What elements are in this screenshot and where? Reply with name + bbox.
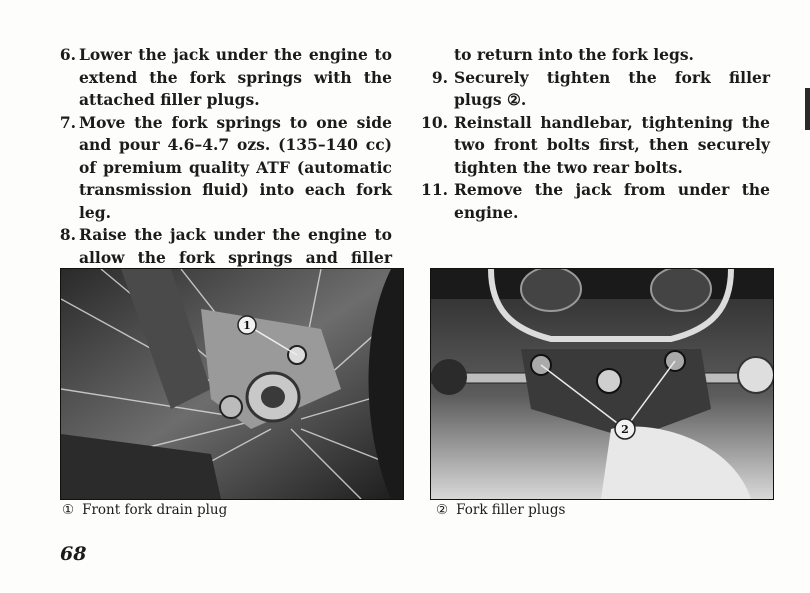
step-text: Securely tighten the fork filler plugs ②. [454, 67, 770, 109]
callout-marker: ② [436, 502, 449, 518]
step-6 [52, 44, 392, 112]
fork-filler-illustration [431, 269, 773, 499]
step-text: Lower the jack under the engine to extend the fork springs with the attached filler plugs. [79, 45, 392, 109]
step-number: 10. [421, 112, 448, 132]
left-text-column [52, 44, 392, 292]
caption-front-fork-drain-plug [62, 502, 227, 518]
step-text: Raise the jack under the engine to allow the fork springs and filler [79, 225, 392, 267]
step-number: 11. [421, 180, 448, 199]
callout-2: 2 [621, 423, 629, 436]
front-fork-illustration [61, 269, 403, 499]
callout-marker: ① [62, 502, 75, 518]
step-number: 7. [59, 112, 76, 132]
step-7 [52, 112, 392, 225]
step-number: 8. [59, 225, 76, 244]
step-11 [418, 179, 770, 224]
caption-fork-filler-plugs [436, 502, 565, 518]
caption-text: Fork filler plugs [456, 502, 566, 518]
fork-filler-photo [430, 268, 774, 500]
continuation-text: to return into the fork legs. [454, 45, 694, 64]
step-8-continuation [418, 44, 770, 67]
caption-text: Front fork drain plug [82, 502, 228, 518]
step-number: 6. [59, 45, 76, 64]
step-text: Move the fork springs to one side and pour 4.6–4.7 ozs. (135–140 cc) of premium quality ATF (automatic transmission fluid) into each fork leg. [79, 112, 392, 222]
callout-1: 1 [243, 319, 251, 332]
page-number: 68 [60, 543, 87, 565]
step-text: Reinstall handlebar, tightening the two front bolts first, then securely tighten the two rear bolts. [454, 112, 770, 177]
step-text: Remove the jack from under the engine. [454, 180, 770, 222]
page-edge-tab [805, 88, 810, 130]
step-10 [418, 112, 770, 180]
step-9 [418, 67, 770, 112]
right-text-column [418, 44, 770, 224]
front-fork-photo [60, 268, 404, 500]
step-number: 9. [431, 67, 448, 87]
